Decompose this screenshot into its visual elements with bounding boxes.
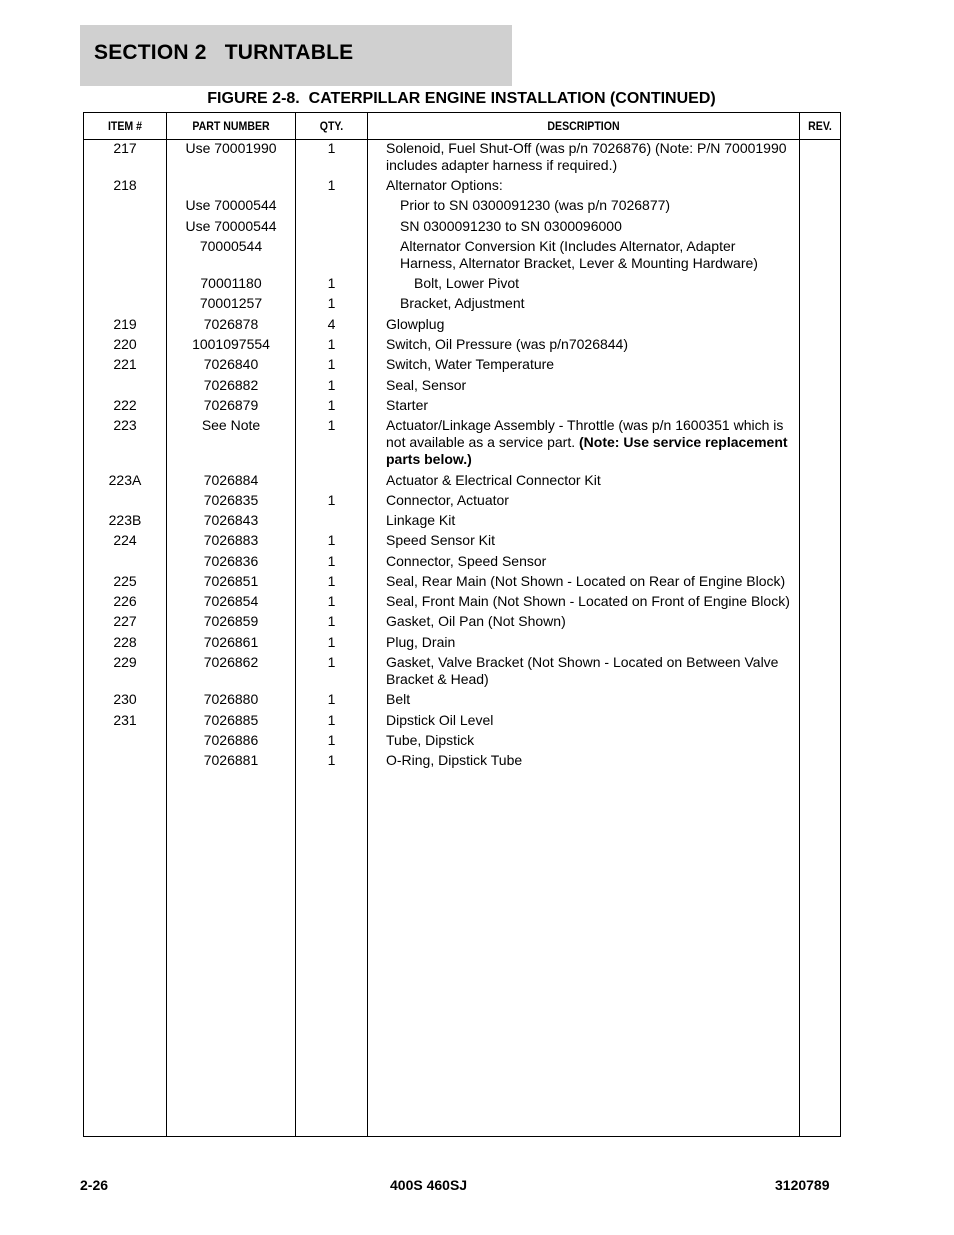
- quantity: 1: [327, 492, 336, 508]
- description-text: Glowplug: [386, 316, 445, 332]
- header-qty: QTY.: [319, 119, 344, 133]
- quantity: 1: [327, 417, 336, 433]
- item-number: 222: [113, 397, 137, 413]
- part-number: 7026885: [203, 712, 259, 728]
- description-text: Dipstick Oil Level: [386, 712, 494, 728]
- item-number: 220: [113, 336, 137, 352]
- part-number: 70001180: [200, 275, 262, 291]
- column-divider: [367, 113, 368, 1136]
- quantity: 1: [327, 336, 336, 352]
- description: [386, 397, 794, 414]
- item-number: 219: [113, 316, 137, 332]
- quantity: 1: [327, 140, 336, 156]
- quantity: 1: [327, 593, 336, 609]
- quantity: 1: [327, 613, 336, 629]
- part-number: 7026880: [203, 691, 259, 707]
- description-text: Tube, Dipstick: [386, 732, 475, 748]
- item-number: 226: [113, 593, 137, 609]
- description-text: Actuator/Linkage Assembly - Throttle (was p/n 1600351 which is not available as a service part.: [386, 417, 784, 450]
- description: [386, 417, 794, 468]
- quantity: 1: [327, 275, 336, 291]
- footer-doc-number: 3120789: [775, 1177, 830, 1193]
- part-number: 7026843: [203, 512, 259, 528]
- description: [386, 634, 794, 651]
- header-part-number: PART NUMBER: [192, 119, 270, 133]
- description-text: Alternator Conversion Kit (Includes Alternator, Adapter Harness, Alternator Bracket, Lever & Mounting Hardware): [400, 238, 758, 271]
- description: [386, 532, 794, 549]
- item-number: 223A: [108, 472, 142, 488]
- part-number: 7026861: [203, 634, 259, 650]
- quantity: 1: [327, 553, 336, 569]
- description: [386, 613, 794, 630]
- description: [386, 691, 794, 708]
- description-text: Bracket, Adjustment: [400, 295, 525, 311]
- item-number: 217: [113, 140, 137, 156]
- item-number: 223B: [108, 512, 142, 528]
- description-text: Switch, Water Temperature: [386, 356, 555, 372]
- item-number: 223: [113, 417, 137, 433]
- quantity: 1: [327, 295, 336, 311]
- part-number: 7026862: [203, 654, 259, 670]
- part-number: 1001097554: [192, 336, 270, 352]
- quantity: 1: [327, 634, 336, 650]
- header-rev: REV.: [808, 119, 832, 133]
- part-number: 7026854: [203, 593, 259, 609]
- section-header: [80, 25, 512, 86]
- part-number: 70000544: [199, 238, 263, 254]
- description-text: Switch, Oil Pressure (was p/n7026844): [386, 336, 628, 352]
- description-text: Linkage Kit: [386, 512, 456, 528]
- column-divider: [799, 113, 800, 1136]
- item-number: 221: [113, 356, 137, 372]
- figure-title: FIGURE 2-8. CATERPILLAR ENGINE INSTALLATION (CONTINUED): [207, 90, 716, 107]
- part-number: 7026840: [203, 356, 259, 372]
- quantity: 1: [327, 654, 336, 670]
- part-number: 7026878: [203, 316, 259, 332]
- quantity: 1: [327, 691, 336, 707]
- quantity: 1: [327, 377, 336, 393]
- description-text: Seal, Sensor: [386, 377, 467, 393]
- description: [386, 140, 794, 174]
- part-number: 7026883: [203, 532, 259, 548]
- description-text: SN 0300091230 to SN 0300096000: [400, 218, 622, 234]
- description: [386, 356, 794, 373]
- part-number: 7026836: [203, 553, 259, 569]
- quantity: 1: [327, 532, 336, 548]
- description: [386, 732, 794, 749]
- description: [400, 295, 794, 312]
- part-number: Use 70000544: [185, 218, 277, 234]
- description: [400, 218, 794, 235]
- description-text: Alternator Options:: [386, 177, 503, 193]
- part-number: 7026881: [203, 752, 259, 768]
- description: [386, 472, 794, 489]
- description: [400, 197, 794, 214]
- table-header: [84, 113, 840, 140]
- part-number: 7026882: [203, 377, 259, 393]
- description-text: Gasket, Oil Pan (Not Shown): [386, 613, 566, 629]
- item-number: 229: [113, 654, 137, 670]
- description-text: O-Ring, Dipstick Tube: [386, 752, 523, 768]
- description-text: Plug, Drain: [386, 634, 456, 650]
- description-text: Speed Sensor Kit: [386, 532, 495, 548]
- description: [386, 512, 794, 529]
- header-item: ITEM #: [107, 119, 143, 133]
- item-number: 230: [113, 691, 137, 707]
- item-number: 224: [113, 532, 137, 548]
- header-description: DESCRIPTION: [547, 119, 620, 133]
- description: [414, 275, 794, 292]
- description-text: Prior to SN 0300091230 (was p/n 7026877): [400, 197, 671, 213]
- quantity: 1: [327, 356, 336, 372]
- description: [386, 316, 794, 333]
- description: [386, 654, 794, 688]
- part-number: 7026835: [203, 492, 259, 508]
- description: [386, 553, 794, 570]
- part-number: Use 70001990: [185, 140, 277, 156]
- part-number: 7026859: [203, 613, 259, 629]
- description: [386, 177, 794, 194]
- description-text: Connector, Speed Sensor: [386, 553, 547, 569]
- quantity: 1: [327, 573, 336, 589]
- description-text: Belt: [386, 691, 411, 707]
- part-number: Use 70000544: [185, 197, 277, 213]
- description: [386, 712, 794, 729]
- item-number: 228: [113, 634, 137, 650]
- quantity: 1: [327, 397, 336, 413]
- quantity: 1: [327, 712, 336, 728]
- quantity: 1: [327, 752, 336, 768]
- description: [386, 336, 794, 353]
- description-text: Solenoid, Fuel Shut-Off (was p/n 7026876) (Note: P/N 70001990 includes adapter harness if required.): [386, 140, 787, 173]
- description: [386, 492, 794, 509]
- description-text: Bolt, Lower Pivot: [414, 275, 520, 291]
- description-text: Actuator & Electrical Connector Kit: [386, 472, 601, 488]
- part-number: 7026851: [203, 573, 259, 589]
- part-number: 7026884: [203, 472, 259, 488]
- description-text: Starter: [386, 397, 429, 413]
- description-text: Seal, Front Main (Not Shown - Located on Front of Engine Block): [386, 593, 790, 609]
- quantity: 4: [327, 316, 336, 332]
- description: [386, 573, 794, 590]
- description-text: Seal, Rear Main (Not Shown - Located on Rear of Engine Block): [386, 573, 786, 589]
- item-number: 225: [113, 573, 137, 589]
- description-text: Gasket, Valve Bracket (Not Shown - Located on Between Valve Bracket & Head): [386, 654, 779, 687]
- parts-table: [83, 112, 841, 1137]
- description-text: Connector, Actuator: [386, 492, 509, 508]
- quantity: 1: [327, 177, 336, 193]
- section-title: SECTION 2 TURNTABLE: [94, 41, 354, 64]
- description: [386, 593, 794, 610]
- part-number: 7026886: [203, 732, 259, 748]
- part-number: 7026879: [203, 397, 259, 413]
- part-number: See Note: [201, 417, 261, 433]
- footer-page-number: 2-26: [80, 1177, 109, 1193]
- item-number: 231: [113, 712, 137, 728]
- description: [386, 752, 794, 769]
- part-number: 70001257: [199, 295, 263, 311]
- quantity: 1: [327, 732, 336, 748]
- item-number: 227: [113, 613, 137, 629]
- item-number: 218: [113, 177, 137, 193]
- description: [386, 377, 794, 394]
- description-note: (Note: Use service replacement parts below.): [386, 434, 788, 467]
- description: [400, 238, 794, 272]
- footer-model: 400S 460SJ: [390, 1177, 468, 1193]
